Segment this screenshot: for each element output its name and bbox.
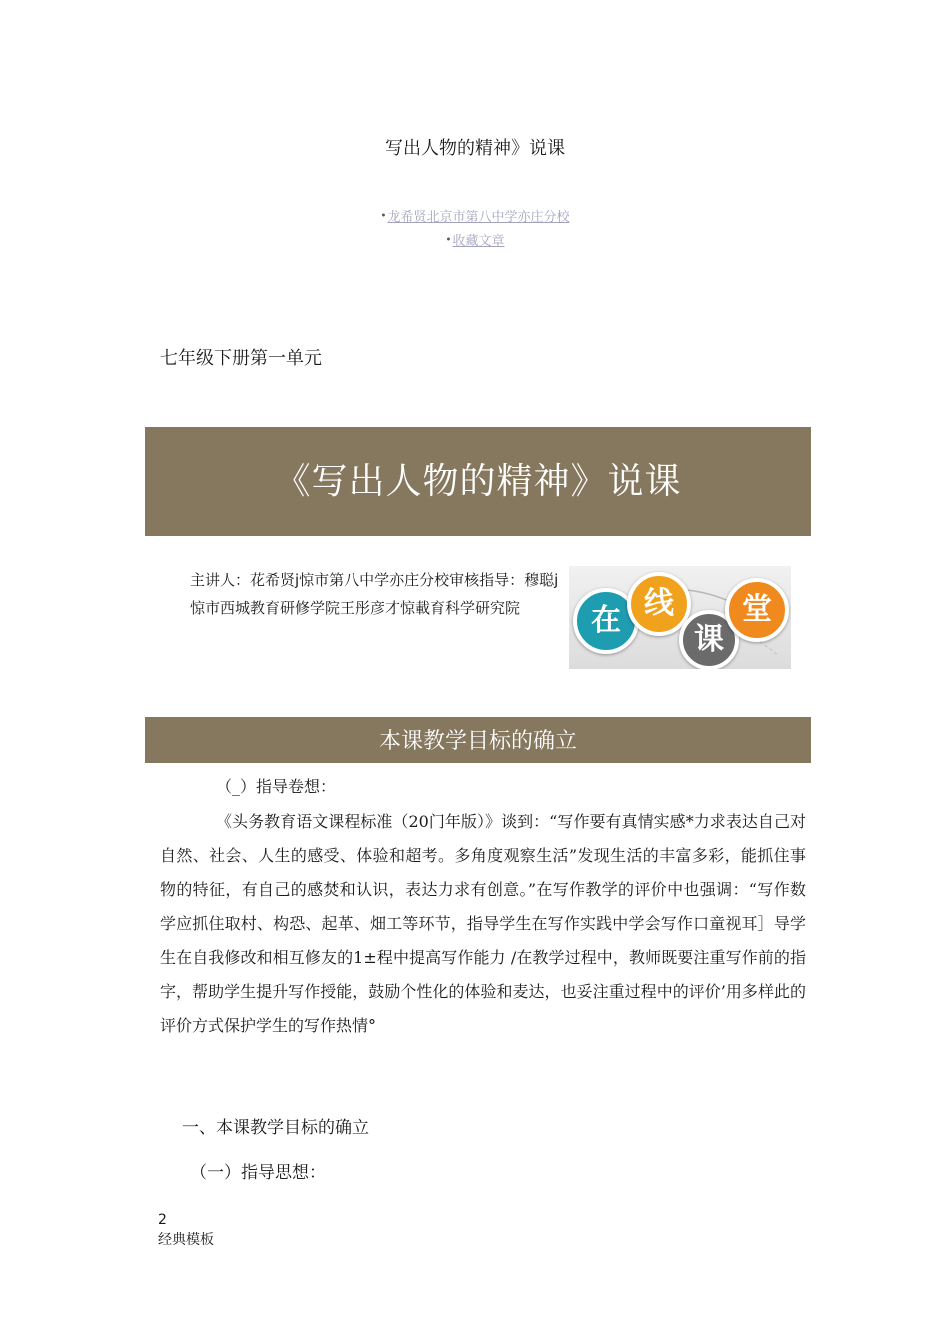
author-link-row (0, 206, 950, 225)
logo-circle-4: 堂 (725, 578, 789, 642)
favorite-link[interactable]: 收藏文章 (452, 234, 505, 249)
logo-circle-1: 在 (573, 588, 639, 654)
logo-circle-3: 课 (679, 610, 739, 669)
paragraph-text: 《头务教育语文课程标准（20门年版）》谈到：“写作要有真情实感*力求表达自己对自然、社会、人生的感受、体验和超考。多角度观察生活”发现生活的丰富多彩，能抓住事物的特征，有自己的感焚和认识，表达力求有创意。”在写作教学的评价中也强调：“写作数学应抓住取村、构恐、起革、畑工等环节，指导学生在写作实践中学会写作口童视耳］导学生在自我修改和相互修友的1±程中提高写作能力 /在教学过程中，教师既要注重写作前的指字，帮助学生提升写作授能，鼓励个性化的体验和麦达，也妥注重过程中的评价’用多样此的评价方式保护学生的写作热情° (160, 812, 806, 1035)
sub-heading-1: （_）指导卷想： (216, 777, 337, 796)
section-banner: 本课教学目标的确立 (145, 717, 811, 763)
bullet-icon: • (445, 235, 452, 246)
bullet-icon: • (380, 211, 387, 222)
footer-label: 经典模板 (158, 1232, 214, 1248)
favorite-link-row (0, 230, 950, 249)
document-title: 写出人物的精神》说课 (385, 138, 565, 159)
title-banner: 《写出人物的精神》说课 (145, 427, 811, 536)
logo-circle-2: 线 (627, 572, 691, 636)
author-link[interactable]: 龙希贤北京市第八中学亦庄分校 (387, 210, 570, 225)
sub-heading-2: （一）指导思想： (190, 1163, 326, 1183)
presenter-info: 主讲人：花希贤j惊市第八中学亦庄分校审核指导：穆聪j惊市西城教育研修学院王彤彦才惊載育科学研究院 (190, 571, 559, 617)
page-number: 2 (158, 1212, 167, 1228)
heading-2: 一、本课教学目标的确立 (182, 1118, 369, 1138)
unit-heading: 七年级下册第一单元 (160, 348, 322, 369)
online-class-logo (569, 566, 791, 669)
body-paragraph (160, 805, 806, 1043)
